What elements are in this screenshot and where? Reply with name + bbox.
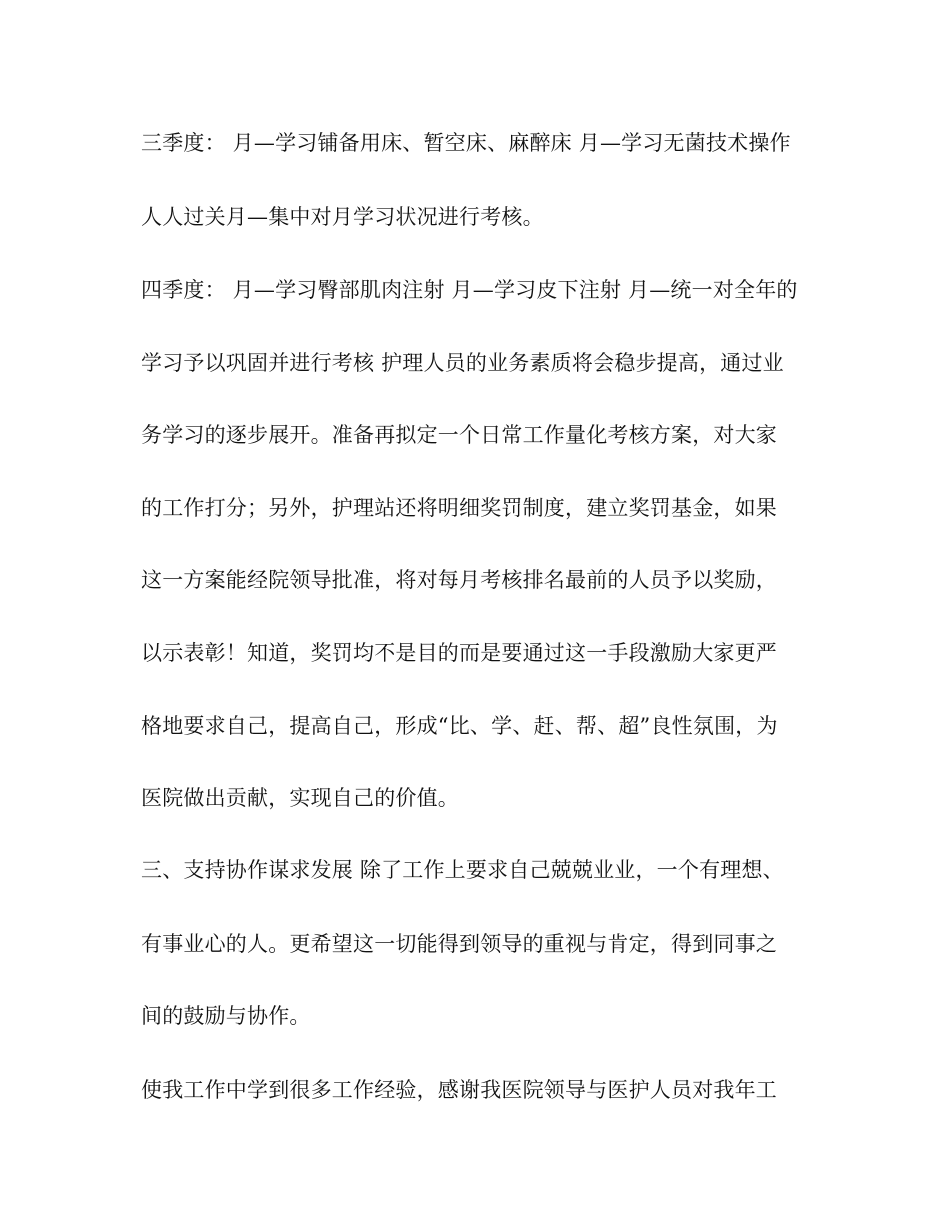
text-line-14: 使我工作中学到很多工作经验，感谢我医院领导与医护人员对我年工 <box>141 1078 777 1102</box>
text-line-5: 务学习的逐步展开。准备再拟定一个日常工作量化考核方案，对大家 <box>141 423 777 447</box>
text-line-1: 三季度： 月—学习铺备用床、暂空床、麻醉床 月—学习无菌技术操作 <box>141 131 791 155</box>
text-line-13: 间的鼓励与协作。 <box>141 1004 311 1028</box>
text-line-2: 人人过关月—集中对月学习状况进行考核。 <box>141 205 544 229</box>
text-line-10: 医院做出贡献，实现自己的价值。 <box>141 786 459 810</box>
text-line-12: 有事业心的人。更希望这一切能得到领导的重视与肯定，得到同事之 <box>141 932 777 956</box>
text-line-7: 这一方案能经院领导批准，将对每月考核排名最前的人员予以奖励， <box>141 568 777 592</box>
text-line-4: 学习予以巩固并进行考核 护理人员的业务素质将会稳步提高，通过业 <box>141 351 784 375</box>
text-line-11: 三、支持协作谋求发展 除了工作上要求自己兢兢业业，一个有理想、 <box>141 858 784 882</box>
text-line-8: 以示表彰！知道，奖罚均不是目的而是要通过这一手段激励大家更严 <box>141 641 777 665</box>
text-line-6: 的工作打分；另外，护理站还将明细奖罚制度，建立奖罚基金，如果 <box>141 496 777 520</box>
text-line-3: 四季度： 月—学习臀部肌肉注射 月—学习皮下注射 月—统一对全年的 <box>141 278 798 302</box>
text-line-9: 格地要求自己，提高自己，形成“比、学、赶、帮、超”良性氛围，为 <box>141 714 778 738</box>
